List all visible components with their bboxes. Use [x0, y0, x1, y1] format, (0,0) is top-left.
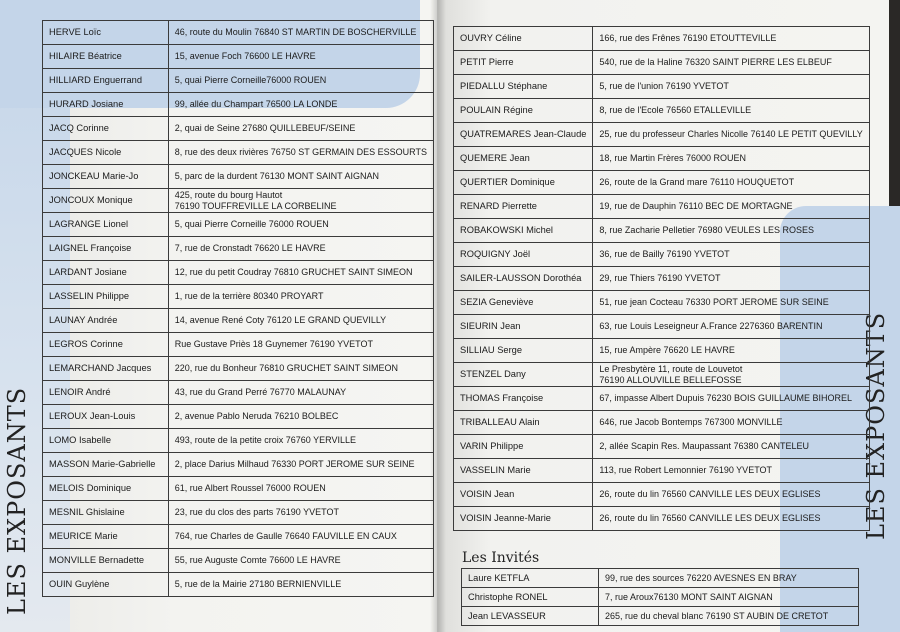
right-page-title: LES EXPOSANTS — [862, 311, 890, 540]
exhibitor-name: VASSELIN Marie — [454, 459, 593, 483]
address-line-2: 76190 ALLOUVILLE BELLEFOSSE — [599, 374, 742, 385]
exhibitor-name: JACQUES Nicole — [43, 141, 169, 165]
exhibitor-name: Christophe RONEL — [462, 588, 599, 607]
exhibitor-name: Jean LEVASSEUR — [462, 607, 599, 626]
table-row — [454, 339, 870, 363]
exhibitor-name: MASSON Marie-Gabrielle — [43, 453, 169, 477]
table-row — [43, 189, 434, 213]
exhibitor-name: PIEDALLU Stéphane — [454, 75, 593, 99]
exhibitor-address: 8, rue Zacharie Pelletier 76980 VEULES LES ROSES — [593, 219, 869, 243]
exhibitor-address: 99, rue des sources 76220 AVESNES EN BRAY — [599, 569, 859, 588]
exhibitor-name: JONCOUX Monique — [43, 189, 169, 213]
exhibitor-address: 2, avenue Pablo Neruda 76210 BOLBEC — [168, 405, 433, 429]
exhibitor-address: 18, rue Martin Frères 76000 ROUEN — [593, 147, 869, 171]
exhibitor-name: HILAIRE Béatrice — [43, 45, 169, 69]
table-row — [43, 429, 434, 453]
exhibitor-name: SILLIAU Serge — [454, 339, 593, 363]
exhibitor-name: SAILER-LAUSSON Dorothéa — [454, 267, 593, 291]
table-row — [454, 315, 870, 339]
exhibitor-name: HERVE Loïc — [43, 21, 169, 45]
exhibitor-address: 51, rue jean Cocteau 76330 PORT JEROME SUR SEINE — [593, 291, 869, 315]
table-row — [454, 363, 870, 387]
exhibitor-name: VOISIN Jean — [454, 483, 593, 507]
exhibitor-name: STENZEL Dany — [454, 363, 593, 387]
table-row — [454, 483, 870, 507]
exhibitor-address: 2, quai de Seine 27680 QUILLEBEUF/SEINE — [168, 117, 433, 141]
exhibitor-name: LOMO Isabelle — [43, 429, 169, 453]
exhibitor-address: 29, rue Thiers 76190 YVETOT — [593, 267, 869, 291]
exhibitor-name: POULAIN Régine — [454, 99, 593, 123]
exhibitor-name: PETIT Pierre — [454, 51, 593, 75]
exhibitor-address: 55, rue Auguste Comte 76600 LE HAVRE — [168, 549, 433, 573]
exhibitor-address: 25, rue du professeur Charles Nicolle 76140 LE PETIT QUEVILLY — [593, 123, 869, 147]
exhibitors-table-left — [42, 20, 434, 597]
exhibitor-name: SIEURIN Jean — [454, 315, 593, 339]
table-row — [454, 75, 870, 99]
exhibitor-address — [168, 189, 433, 213]
table-row — [454, 459, 870, 483]
exhibitor-address: 265, rue du cheval blanc 76190 ST AUBIN DE CRETOT — [599, 607, 859, 626]
exhibitor-address: 61, rue Albert Roussel 76000 ROUEN — [168, 477, 433, 501]
exhibitor-name: SEZIA Geneviève — [454, 291, 593, 315]
invites-title: Les Invités — [462, 550, 540, 566]
table-row — [43, 141, 434, 165]
table-row — [454, 195, 870, 219]
exhibitor-name: THOMAS Françoise — [454, 387, 593, 411]
exhibitor-address: 14, avenue René Coty 76120 LE GRAND QUEVILLY — [168, 309, 433, 333]
exhibitor-address: 99, allée du Champart 76500 LA LONDE — [168, 93, 433, 117]
table-row — [43, 453, 434, 477]
exhibitor-name: MELOIS Dominique — [43, 477, 169, 501]
exhibitor-name: LARDANT Josiane — [43, 261, 169, 285]
table-row — [454, 507, 870, 531]
table-row — [454, 243, 870, 267]
table-row — [43, 117, 434, 141]
exhibitor-address: 7, rue Aroux76130 MONT SAINT AIGNAN — [599, 588, 859, 607]
exhibitor-name: HURARD Josiane — [43, 93, 169, 117]
exhibitor-name: LEMARCHAND Jacques — [43, 357, 169, 381]
exhibitor-name: VOISIN Jeanne-Marie — [454, 507, 593, 531]
table-row — [43, 213, 434, 237]
exhibitor-address: 5, parc de la durdent 76130 MONT SAINT AIGNAN — [168, 165, 433, 189]
exhibitor-address: 15, avenue Foch 76600 LE HAVRE — [168, 45, 433, 69]
table-row — [43, 525, 434, 549]
exhibitor-name: LENOIR André — [43, 381, 169, 405]
exhibitor-address: Rue Gustave Priès 18 Guynemer 76190 YVETOT — [168, 333, 433, 357]
exhibitor-address: 5, quai Pierre Corneille 76000 ROUEN — [168, 213, 433, 237]
exhibitor-name: ROQUIGNY Joël — [454, 243, 593, 267]
exhibitor-address: 166, rue des Frênes 76190 ETOUTTEVILLE — [593, 27, 869, 51]
table-row — [454, 123, 870, 147]
exhibitor-name: OUVRY Céline — [454, 27, 593, 51]
table-row — [43, 45, 434, 69]
exhibitor-name: ROBAKOWSKI Michel — [454, 219, 593, 243]
table-row — [43, 333, 434, 357]
exhibitor-name: JACQ Corinne — [43, 117, 169, 141]
exhibitor-address: 46, route du Moulin 76840 ST MARTIN DE BOSCHERVILLE — [168, 21, 433, 45]
exhibitor-name: MESNIL Ghislaine — [43, 501, 169, 525]
table-row — [43, 285, 434, 309]
table-row — [454, 147, 870, 171]
table-row — [462, 588, 859, 607]
exhibitor-name: VARIN Philippe — [454, 435, 593, 459]
exhibitor-name: OUIN Guylène — [43, 573, 169, 597]
table-row — [462, 569, 859, 588]
table-row — [454, 219, 870, 243]
address-line-1: Le Presbytère 11, route de Louvetot — [599, 364, 743, 375]
exhibitor-address: 19, rue de Dauphin 76110 BEC DE MORTAGNE — [593, 195, 869, 219]
exhibitor-address: 113, rue Robert Lemonnier 76190 YVETOT — [593, 459, 869, 483]
table-row — [43, 237, 434, 261]
address-line-1: 425, route du bourg Hautot — [174, 190, 283, 201]
address-line-2: 76190 TOUFFREVILLE LA CORBELINE — [174, 200, 337, 211]
exhibitor-address: 8, rue des deux rivières 76750 ST GERMAIN DES ESSOURTS — [168, 141, 433, 165]
exhibitors-table-right — [453, 26, 870, 531]
exhibitor-name: QUEMERE Jean — [454, 147, 593, 171]
table-row — [43, 69, 434, 93]
table-row — [454, 387, 870, 411]
table-row — [454, 435, 870, 459]
table-row — [454, 291, 870, 315]
exhibitor-address: 220, rue du Bonheur 76810 GRUCHET SAINT SIMEON — [168, 357, 433, 381]
exhibitor-name: LEROUX Jean-Louis — [43, 405, 169, 429]
table-row — [462, 607, 859, 626]
table-row — [454, 171, 870, 195]
exhibitor-address: 12, rue du petit Coudray 76810 GRUCHET SAINT SIMEON — [168, 261, 433, 285]
table-row — [454, 51, 870, 75]
table-row — [43, 477, 434, 501]
table-row — [43, 21, 434, 45]
exhibitor-name: QUATREMARES Jean-Claude — [454, 123, 593, 147]
exhibitor-name: LEGROS Corinne — [43, 333, 169, 357]
exhibitor-name: LASSELIN Philippe — [43, 285, 169, 309]
table-row — [43, 357, 434, 381]
exhibitor-address: 540, rue de la Haline 76320 SAINT PIERRE LES ELBEUF — [593, 51, 869, 75]
exhibitor-name: QUERTIER Dominique — [454, 171, 593, 195]
exhibitor-address: 764, rue Charles de Gaulle 76640 FAUVILLE EN CAUX — [168, 525, 433, 549]
table-row — [454, 27, 870, 51]
exhibitor-name: MONVILLE Bernadette — [43, 549, 169, 573]
exhibitor-address: 15, rue Ampère 76620 LE HAVRE — [593, 339, 869, 363]
exhibitor-address: 7, rue de Cronstadt 76620 LE HAVRE — [168, 237, 433, 261]
exhibitor-address: 5, quai Pierre Corneille76000 ROUEN — [168, 69, 433, 93]
exhibitor-address: 646, rue Jacob Bontemps 767300 MONVILLE — [593, 411, 869, 435]
table-row — [43, 501, 434, 525]
exhibitor-name: JONCKEAU Marie-Jo — [43, 165, 169, 189]
exhibitor-name: MEURICE Marie — [43, 525, 169, 549]
table-row — [43, 165, 434, 189]
exhibitor-address — [593, 363, 869, 387]
table-row — [43, 381, 434, 405]
table-row — [43, 573, 434, 597]
exhibitor-address: 67, impasse Albert Dupuis 76230 BOIS GUILLAUME BIHOREL — [593, 387, 869, 411]
guests-table — [461, 568, 859, 626]
exhibitor-name: RENARD Pierrette — [454, 195, 593, 219]
exhibitor-address: 1, rue de la terrière 80340 PROYART — [168, 285, 433, 309]
exhibitor-address: 26, route de la Grand mare 76110 HOUQUETOT — [593, 171, 869, 195]
exhibitor-address: 36, rue de Bailly 76190 YVETOT — [593, 243, 869, 267]
exhibitor-address: 2, allée Scapin Res. Maupassant 76380 CANTELEU — [593, 435, 869, 459]
table-row — [454, 411, 870, 435]
exhibitor-address: 43, rue du Grand Perré 76770 MALAUNAY — [168, 381, 433, 405]
table-row — [43, 405, 434, 429]
exhibitor-name: HILLIARD Enguerrand — [43, 69, 169, 93]
exhibitor-name: TRIBALLEAU Alain — [454, 411, 593, 435]
exhibitor-address: 5, rue de l'union 76190 YVETOT — [593, 75, 869, 99]
exhibitor-address: 493, route de la petite croix 76760 YERVILLE — [168, 429, 433, 453]
table-row — [43, 93, 434, 117]
exhibitor-name: Laure KETFLA — [462, 569, 599, 588]
exhibitor-name: LAIGNEL Françoise — [43, 237, 169, 261]
exhibitor-address: 2, place Darius Milhaud 76330 PORT JEROME SUR SEINE — [168, 453, 433, 477]
exhibitor-address: 23, rue du clos des parts 76190 YVETOT — [168, 501, 433, 525]
table-row — [43, 309, 434, 333]
exhibitor-name: LAUNAY Andrée — [43, 309, 169, 333]
exhibitor-address: 8, rue de l'Ecole 76560 ETALLEVILLE — [593, 99, 869, 123]
exhibitor-address: 5, rue de la Mairie 27180 BERNIENVILLE — [168, 573, 433, 597]
exhibitor-address: 26, route du lin 76560 CANVILLE LES DEUX EGLISES — [593, 507, 869, 531]
exhibitor-name: LAGRANGE Lionel — [43, 213, 169, 237]
table-row — [454, 267, 870, 291]
table-row — [454, 99, 870, 123]
exhibitor-address: 63, rue Louis Leseigneur A.France 2276360 BARENTIN — [593, 315, 869, 339]
exhibitor-address: 26, route du lin 76560 CANVILLE LES DEUX EGLISES — [593, 483, 869, 507]
left-page-title: LES EXPOSANTS — [3, 386, 31, 615]
table-row — [43, 549, 434, 573]
table-row — [43, 261, 434, 285]
